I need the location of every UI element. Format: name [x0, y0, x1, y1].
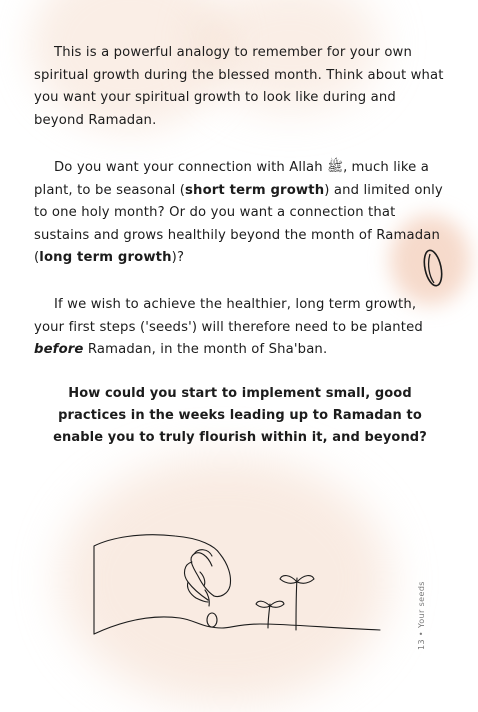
paragraph-seeds-part-2: Ramadan, in the month of Sha'ban.	[83, 342, 328, 357]
paragraph-connection	[34, 157, 446, 270]
short-term-growth-emphasis: short term growth	[185, 182, 325, 198]
paragraph-analogy-text: This is a powerful analogy to remember for your own spiritual growth during the blessed month. Think about what you want your spiritual growth to look like during and beyond Ramadan.	[34, 45, 444, 128]
paragraph-connection-part-2: ) and limited only to one holy month? Or do you want a connection that sustains and grows healthily beyond the month of Ramadan (	[34, 182, 443, 265]
paragraph-seeds-part-1: If we wish to achieve the healthier, long term growth, your first steps ('seeds') will therefore need to be planted	[34, 297, 423, 335]
paragraph-connection-part-1: Do you want your connection with Allah ﷺ, much like a plant, to be seasonal (	[34, 160, 429, 198]
hand-planting-seed-illustration	[90, 528, 390, 638]
reflection-question: How could you start to implement small, good practices in the weeks leading up to Ramadan to enable you to truly flourish within it, and beyond?	[53, 386, 427, 445]
before-emphasis: before	[34, 342, 84, 357]
long-term-growth-emphasis: long term growth	[39, 250, 172, 265]
page-footer: 13 • Your seeds	[417, 581, 426, 650]
paragraph-connection-part-3: )?	[171, 250, 185, 265]
paragraph-analogy	[34, 42, 446, 132]
paragraph-seeds	[34, 294, 446, 362]
seed-icon	[418, 246, 448, 290]
